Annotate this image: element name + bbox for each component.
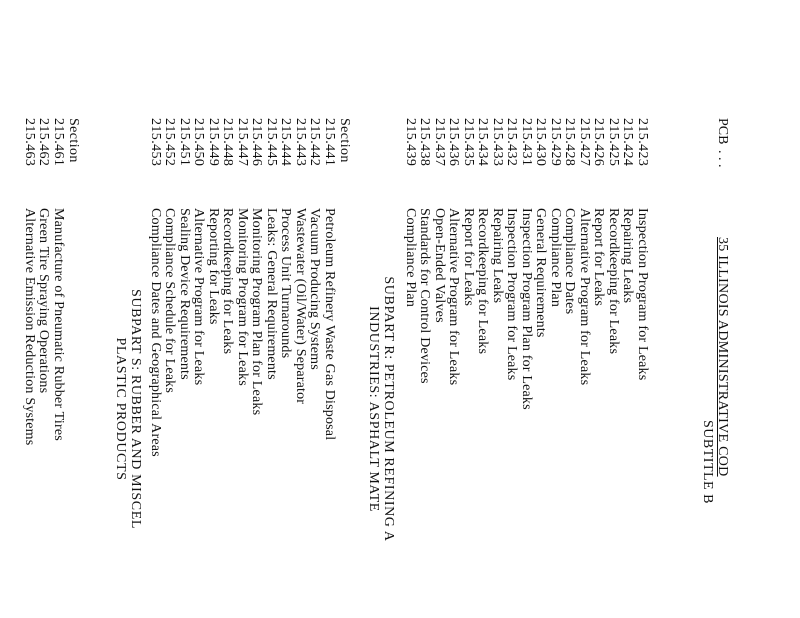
section-title: Process Unit Turnarounds: [278, 208, 294, 359]
toc-entry: [278, 118, 293, 618]
section-number: 215.448: [220, 118, 236, 167]
toc-entry: [36, 118, 51, 618]
subpart-r-heading: [366, 200, 395, 618]
section-number: 215.426: [591, 118, 607, 167]
toc-entry: [519, 118, 534, 618]
section-title: Petroleum Refinery Waste Gas Disposal: [322, 208, 337, 441]
header-leader: . . .: [715, 150, 730, 168]
toc-entry: [220, 118, 235, 618]
header-subtitle: SUBTITLE B: [700, 420, 715, 504]
section-title: Vacuum Producing Systems: [307, 208, 323, 370]
header-title: 35 ILLINOIS ADMINISTRATIVE COD: [715, 237, 730, 477]
toc-entry: [177, 118, 192, 618]
toc-entry: [235, 118, 250, 618]
section-number: 215.424: [620, 118, 636, 167]
section-list-3: [22, 118, 66, 618]
toc-entry: [533, 118, 548, 618]
toc-entry: [293, 118, 308, 618]
subpart-r-line2: INDUSTRIES: ASPHALT MATE: [366, 306, 382, 512]
section-title: Alternative Emission Reduction Systems: [22, 208, 37, 446]
section-title: Alternative Program for Leaks: [446, 208, 462, 386]
section-number: 215.442: [307, 118, 323, 167]
section-title: Recordkeeping for Leaks: [475, 208, 491, 355]
section-title: Repairing Leaks: [490, 208, 505, 304]
section-number: 215.425: [606, 118, 621, 167]
section-title: Recordkeeping for Leaks: [606, 208, 621, 355]
toc-entry: [606, 118, 621, 618]
header-agency: PCB: [715, 118, 730, 145]
toc-entry: [249, 118, 264, 618]
section-title: Inspection Program for Leaks: [635, 208, 650, 381]
section-list-2: [148, 118, 337, 618]
section-title: Recordkeeping for Leaks: [220, 208, 236, 355]
section-number: 215.463: [22, 118, 37, 167]
section-number: 215.428: [562, 118, 578, 167]
subpart-s-line2: PLASTIC PRODUCTS: [113, 337, 129, 481]
toc-entry: [548, 118, 563, 618]
toc-entry: [432, 118, 447, 618]
subpart-r-line1: SUBPART R: PETROLEUM REFINING A: [381, 276, 396, 542]
toc-entry: [562, 118, 577, 618]
toc-entry: [51, 118, 66, 618]
section-title: Monitoring Program Plan for Leaks: [249, 208, 265, 416]
toc-entry: [191, 118, 206, 618]
section-number: 215.430: [533, 118, 549, 167]
section-number: 215.445: [264, 118, 279, 167]
section-number: 215.441: [322, 118, 337, 167]
toc-entry: [591, 118, 606, 618]
section-number: 215.446: [249, 118, 265, 167]
section-title: Compliance Plan: [403, 208, 418, 308]
toc-entry: [322, 118, 337, 618]
toc-entry: [148, 118, 163, 618]
toc-entry: [307, 118, 322, 618]
section-title: Sealing Device Requirements: [177, 208, 192, 380]
section-title: Compliance Dates: [562, 208, 578, 315]
section-title: Open-Ended Valves: [432, 208, 447, 323]
section-column-label: Section: [66, 118, 81, 163]
toc-entry: [403, 118, 418, 618]
section-title: Manufacture of Pneumatic Rubber Tires: [51, 208, 66, 441]
section-number: 215.447: [235, 118, 250, 167]
toc-entry: [417, 118, 432, 618]
section-title: Green Tire Spraying Operations: [36, 208, 52, 394]
section-title: Inspection Program for Leaks: [504, 208, 520, 381]
section-number: 215.429: [548, 118, 563, 167]
section-number: 215.444: [278, 118, 294, 167]
section-number: 215.433: [490, 118, 505, 167]
section-number: 215.461: [51, 118, 66, 167]
section-title: Standards for Control Devices: [417, 208, 433, 384]
subpart-s-heading: [113, 200, 142, 618]
section-title: Compliance Plan: [548, 208, 563, 308]
section-title: Monitoring Program for Leaks: [235, 208, 250, 386]
page-header: [689, 0, 729, 618]
section-title: Compliance Schedule for Leaks: [162, 208, 178, 394]
section-title: Report for Leaks: [591, 208, 607, 307]
toc-entry: [264, 118, 279, 618]
toc-entry: [577, 118, 592, 618]
section-title: Leaks: General Requirements: [264, 208, 279, 380]
section-number: 215.432: [504, 118, 520, 167]
toc-entry: [461, 118, 476, 618]
toc-entry: [206, 118, 221, 618]
section-title: Report for Leaks: [461, 208, 476, 307]
section-number: 215.435: [461, 118, 476, 167]
section-number: 215.436: [446, 118, 462, 167]
section-number: 215.452: [162, 118, 178, 167]
section-title: Inspection Program Plan for Leaks: [519, 208, 534, 410]
toc-entry: [620, 118, 635, 618]
toc-entry: [162, 118, 177, 618]
section-number: 215.449: [206, 118, 221, 167]
section-number: 215.434: [475, 118, 491, 167]
toc-entry: [504, 118, 519, 618]
section-number: 215.443: [293, 118, 308, 167]
section-number: 215.423: [635, 118, 650, 167]
toc-entry: [635, 118, 650, 618]
section-column-label: Section: [337, 118, 352, 163]
section-title: Repairing Leaks: [620, 208, 636, 304]
section-title: General Requirements: [533, 208, 549, 338]
section-title: Compliance Dates and Geographical Areas: [148, 208, 163, 457]
section-number: 215.462: [36, 118, 52, 167]
section-number: 215.439: [403, 118, 418, 167]
section-number: 215.437: [432, 118, 447, 167]
section-number: 215.438: [417, 118, 433, 167]
toc-entry: [22, 118, 37, 618]
section-title: Alternative Program for Leaks: [191, 208, 207, 386]
section-title: Alternative Program for Leaks: [577, 208, 592, 386]
section-title: Reporting for Leaks: [206, 208, 221, 325]
section-number: 215.451: [177, 118, 192, 167]
section-number: 215.427: [577, 118, 592, 167]
toc-entry: [490, 118, 505, 618]
section-number: 215.431: [519, 118, 534, 167]
section-number: 215.453: [148, 118, 163, 167]
toc-entry: [475, 118, 490, 618]
toc-entry: [446, 118, 461, 618]
section-list-1: [403, 118, 650, 618]
section-number: 215.450: [191, 118, 207, 167]
subpart-s-line1: SUBPART S: RUBBER AND MISCEL: [128, 288, 143, 530]
section-title: Wastewater (Oil/Water) Separator: [293, 208, 308, 405]
